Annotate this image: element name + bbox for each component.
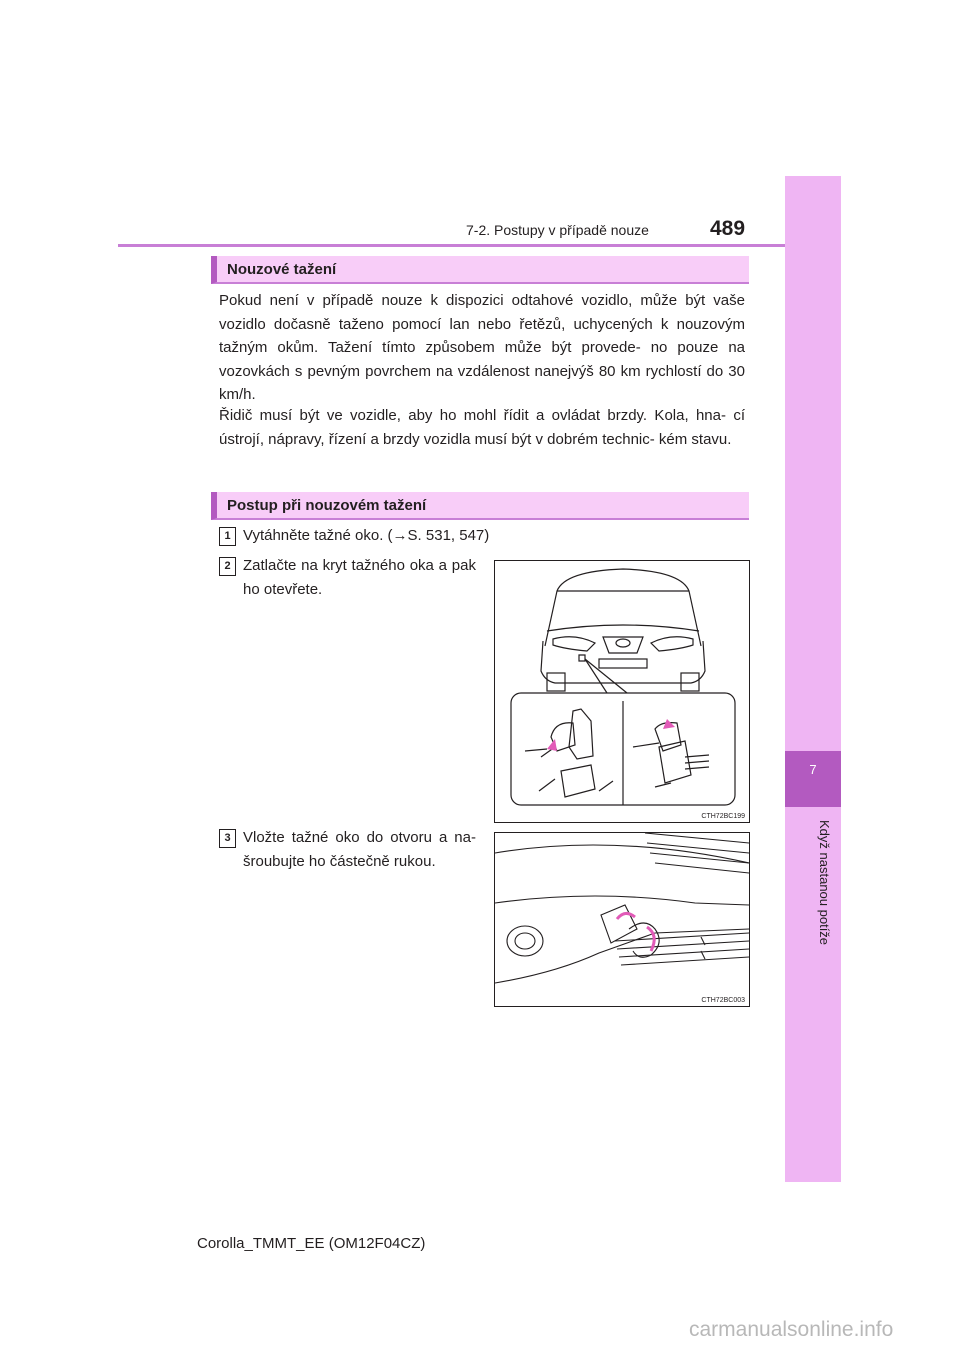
step-text: Zatlačte na kryt tažného oka a pak ho otevřete.: [243, 557, 476, 598]
step-number: 3: [219, 829, 236, 848]
section-heading-label: Nouzové tažení: [227, 261, 337, 278]
page-number: 489: [710, 217, 746, 240]
figure-code: CTH72BC003: [701, 997, 745, 1004]
tow-eye-illustration: [495, 833, 749, 1006]
chapter-side-tab: [785, 176, 841, 1182]
step-text: Vložte tažné oko do otvoru a na- šroubujte ho částečně rukou.: [243, 829, 476, 870]
section-heading-label: Postup při nouzovém tažení: [227, 497, 427, 514]
car-front-illustration: [495, 561, 749, 822]
figure-code: CTH72BC199: [701, 813, 745, 820]
header-rule: [118, 244, 785, 247]
figure-tow-eye-insertion: [494, 832, 750, 1007]
chapter-number: 7: [809, 762, 817, 777]
section-heading-towing-procedure: [211, 492, 749, 520]
watermark-text: carmanualsonline.info: [689, 1318, 894, 1341]
paragraph-towing-conditions: Pokud není v případě nouze k dispozici odtahové vozidlo, může být vaše vozidlo dočasně taženo pomocí lan nebo řetězů, uchycených k nouzovým tažným okům. Tažení tímto způsobem může být provede- no pouze na vozovkách s pevným povrchem na vzdálenost nanejvýš 80 km rychlostí do 30 km/h.: [219, 292, 745, 404]
step-text: Vytáhněte tažné oko. (→S. 531, 547): [243, 527, 490, 544]
figure-tow-cover: [494, 560, 750, 823]
section-heading-emergency-towing: [211, 256, 749, 284]
chapter-title: Když nastanou potíže: [817, 820, 832, 946]
paragraph-driver-requirements: Řidič musí být ve vozidle, aby ho mohl řídit a ovládat brzdy. Kola, hna- cí ústrojí, nápravy, řízení a brzdy vozidla musí být v dobrém technic- kém stavu.: [219, 407, 745, 448]
footer-document-code: Corolla_TMMT_EE (OM12F04CZ): [197, 1235, 426, 1252]
step-number: 2: [219, 557, 236, 576]
chapter-number-block: [785, 751, 841, 807]
step-number: 1: [219, 527, 236, 546]
header-section-title: 7-2. Postupy v případě nouze: [466, 222, 649, 238]
